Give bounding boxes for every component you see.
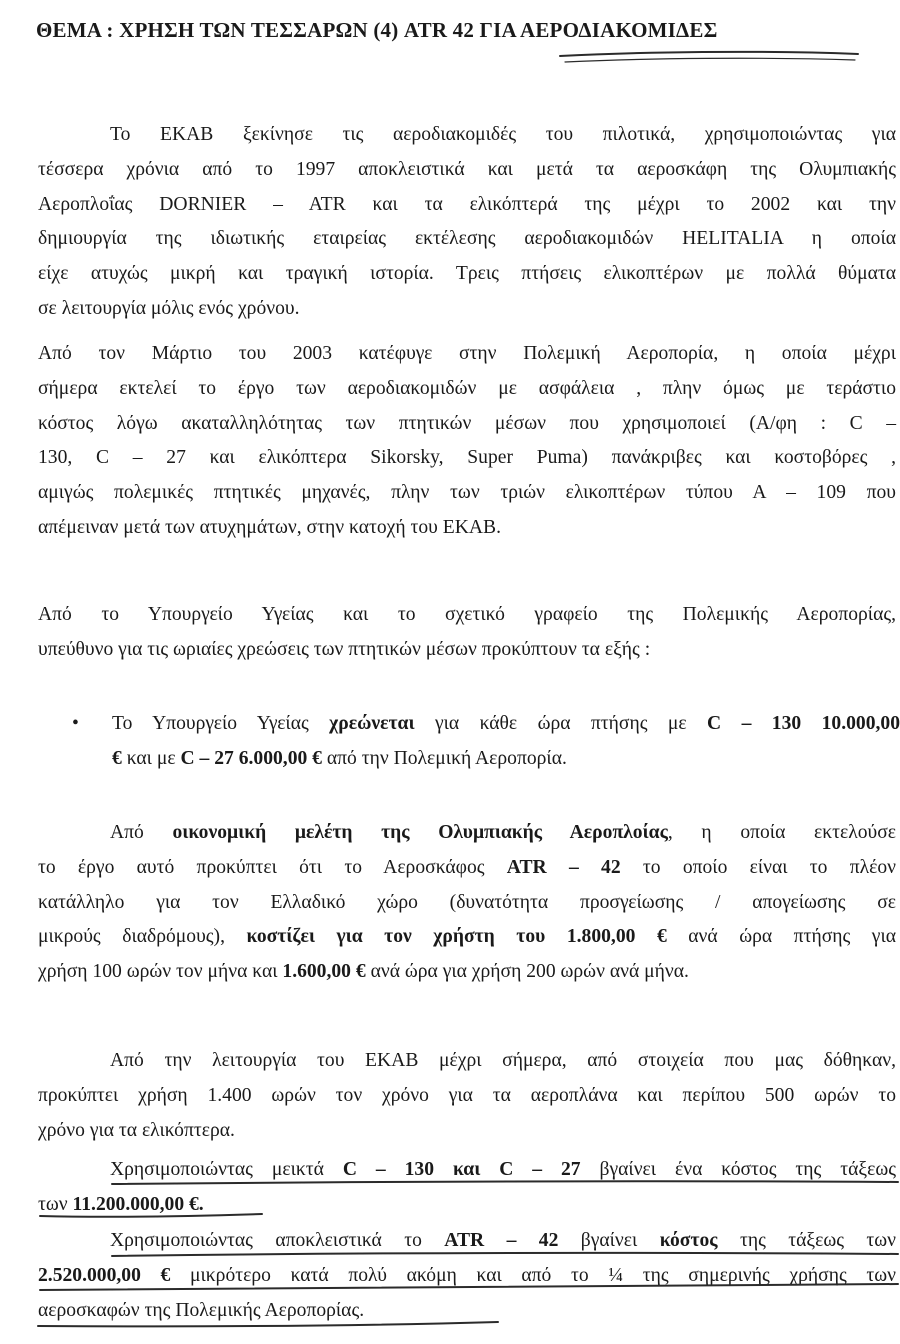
bullet-icon: • — [72, 713, 79, 734]
text-line: των 11.200.000,00 €. — [38, 1193, 204, 1215]
underline-mixed-2 — [40, 1214, 262, 1217]
text-line: σε λειτουργία μόλις ενός χρόνου. — [38, 297, 300, 319]
underline-subject — [560, 52, 858, 56]
subject-label: ΘΕΜΑ — [36, 18, 101, 42]
text-line: χρόνο για τα ελικόπτερα. — [38, 1119, 235, 1141]
subject-separator: : — [100, 18, 120, 42]
text-line: Από οικονομική μελέτη της Ολυμπιακής Αεροπλοίας, η οποία εκτελούσε — [110, 822, 896, 843]
text-line: αμιγώς πολεμικές πτητικές μηχανές, πλην των τριών ελικοπτέρων τύπου Α – 109 που — [38, 482, 896, 504]
text-line: Από τον Μάρτιο του 2003 κατέφυγε στην Πολεμική Αεροπορία, η οποία μέχρι — [38, 343, 896, 364]
text-line: 2.520.000,00 € μικρότερο κατά πολύ ακόμη και από το ¼ της σημερινής χρήσης των — [38, 1264, 896, 1286]
subject-text: ΧΡΗΣΗ ΤΩΝ ΤΕΣΣΑΡΩΝ (4) ATR 42 — [119, 18, 480, 42]
text-line: απέμειναν μετά των ατυχημάτων, στην κατοχή του ΕΚΑΒ. — [38, 516, 501, 538]
text-line: κατάλληλο για τον Ελλαδικό χώρο (δυνατότητα προσγείωσης / απογείωσης σε — [38, 891, 896, 913]
text-line: μικρούς διαδρόμους), κοστίζει για τον χρήστη του 1.800,00 € ανά ώρα πτήσης για — [38, 926, 896, 948]
underline-subject-2 — [565, 58, 855, 62]
text-line: αεροσκαφών της Πολεμικής Αεροπορίας. — [38, 1299, 365, 1321]
subject-text-underlined: ΓΙΑ ΑΕΡΟΔΙΑΚΟΜΙΔΕΣ — [479, 18, 718, 42]
underline-atr-1 — [112, 1253, 898, 1256]
underline-mixed-1 — [112, 1181, 898, 1184]
underline-atr-2 — [40, 1284, 898, 1290]
text-line: κόστος λόγω ακαταλληλότητας των πτητικών μέσων που χρησιμοποιεί (Α/φη : C – — [38, 412, 896, 434]
text-line: Από την λειτουργία του ΕΚΑΒ μέχρι σήμερα, από στοιχεία που μας δόθηκαν, — [110, 1050, 896, 1071]
text-line: Από το Υπουργείο Υγείας και το σχετικό γραφείο της Πολεμικής Αεροπορίας, — [38, 604, 896, 625]
text-line: τέσσερα χρόνια από το 1997 αποκλειστικά και μετά τα αεροσκάφη της Ολυμπιακής — [38, 158, 896, 180]
text-line: δημιουργία της ιδιωτικής εταιρείας εκτέλεσης αεροδιακομιδών HELITALIA η οποία — [38, 228, 896, 250]
underline-atr-3 — [38, 1322, 498, 1326]
text-line: το έργο αυτό προκύπτει ότι το Αεροσκάφος ATR – 42 το οποίο είναι το πλέον — [38, 856, 896, 878]
text-line: Το ΕΚΑΒ ξεκίνησε τις αεροδιακομιδές του πιλοτικά, χρησιμοποιώντας για — [110, 124, 896, 145]
text-line: Χρησιμοποιώντας μεικτά C – 130 και C – 27 βγαίνει ένα κόστος της τάξεως — [110, 1159, 896, 1180]
text-line: Χρησιμοποιώντας αποκλειστικά το ATR – 42 βγαίνει κόστος της τάξεως των — [110, 1230, 897, 1251]
text-line: σήμερα εκτελεί το έργο των αεροδιακομιδών με ασφάλεια , πλην όμως με τεράστιο — [38, 377, 896, 399]
text-line: είχε ατυχώς μικρή και τραγική ιστορία. Τρεις πτήσεις ελικοπτέρων με πολλά θύματα — [38, 263, 896, 285]
text-line: υπεύθυνο για τις ωριαίες χρεώσεις των πτητικών μέσων προκύπτουν τα εξής : — [38, 638, 651, 660]
text-line: Το Υπουργείο Υγείας χρεώνεται για κάθε ώρα πτήσης με C – 130 10.000,00 — [112, 713, 900, 734]
text-line: προκύπτει χρήση 1.400 ωρών τον χρόνο για τα αεροπλάνα και περίπου 500 ωρών το — [38, 1084, 896, 1106]
text-line: 130, C – 27 και ελικόπτερα Sikorsky, Super Puma) πανάκριβες και κοστοβόρες , — [38, 447, 896, 469]
text-line: € και με C – 27 6.000,00 € από την Πολεμική Αεροπορία. — [112, 747, 567, 769]
text-line: χρήση 100 ωρών τον μήνα και 1.600,00 € ανά ώρα για χρήση 200 ωρών ανά μήνα. — [38, 961, 689, 983]
text-line: Αεροπλοΐας DORNIER – ATR και τα ελικόπτερά της μέχρι το 2002 και την — [38, 193, 896, 215]
